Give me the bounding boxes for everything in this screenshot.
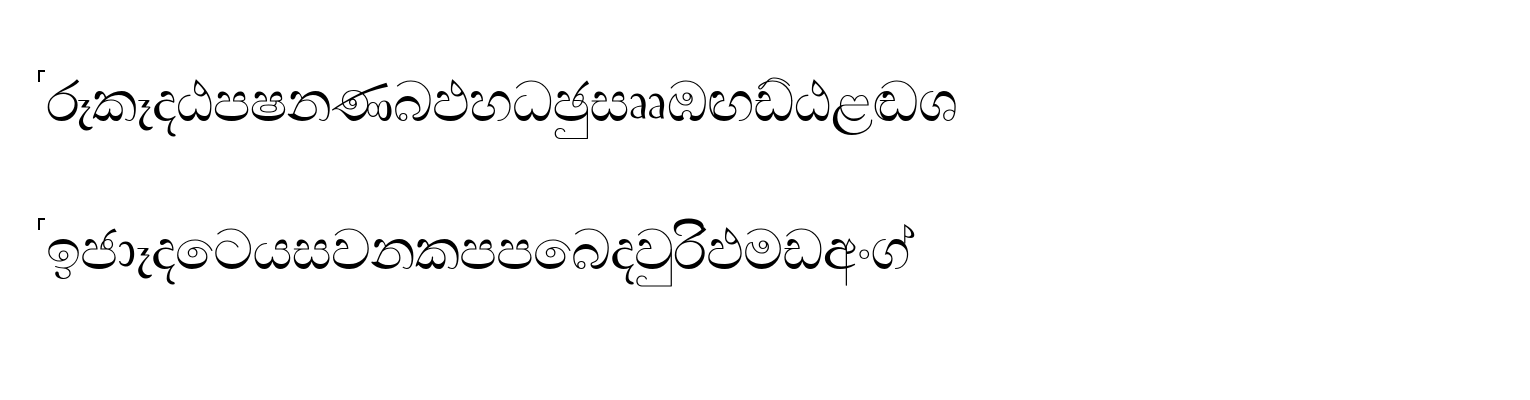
sinhala-glyph-sequence: ඉජාෑදටෙයසවනකපපබෙදවුරිඵමඩඅංග්	[46, 218, 910, 283]
line-start-bracket-icon	[38, 70, 45, 82]
sinhala-glyph-sequence: රූකෑදඨපෂනණබඵහධඡුසෲඹඟඩ්ඨළඬශ	[46, 70, 957, 135]
glyph-sample-line-2	[38, 212, 1498, 312]
line-start-bracket-icon	[38, 218, 45, 230]
glyph-sample-line-1	[38, 64, 1498, 164]
